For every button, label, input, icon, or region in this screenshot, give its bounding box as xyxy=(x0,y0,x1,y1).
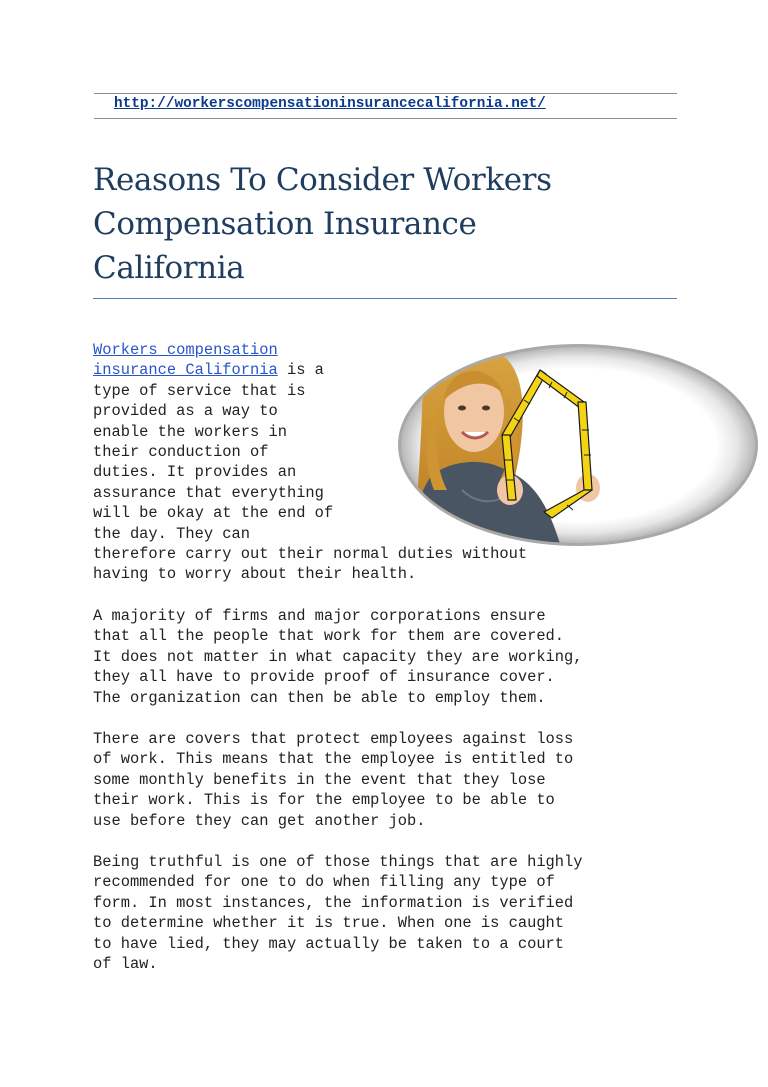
intro-line: provided as a way to xyxy=(93,402,278,421)
paragraph-line: use before they can get another job. xyxy=(93,811,426,830)
paragraph-line: It does not matter in what capacity they are working, xyxy=(93,647,583,666)
paragraph-line: recommended for one to do when filling any type of xyxy=(93,873,555,892)
paragraph-line: A majority of firms and major corporations ensure xyxy=(93,607,546,625)
intro-line: will be okay at the end of xyxy=(93,504,334,523)
workers-comp-link-line-1[interactable]: Workers compensation xyxy=(93,341,278,359)
title-line-1: Reasons To Consider Workers xyxy=(93,162,552,198)
paragraph-line: There are covers that protect employees against loss xyxy=(93,730,574,748)
paragraph-firms-coverage xyxy=(93,606,693,708)
title-underline-rule xyxy=(93,298,677,299)
paragraph-loss-of-work xyxy=(93,729,693,831)
paragraph-line: to determine whether it is true. When one is caught xyxy=(93,914,565,933)
intro-line: the day. They can xyxy=(93,524,251,543)
workers-comp-link-line-2[interactable]: insurance California xyxy=(93,361,278,380)
paragraph-line: to have lied, they may actually be taken to a court xyxy=(93,934,565,953)
paragraph-line: their work. This is for the employee to be able to xyxy=(93,791,555,810)
paragraph-line: form. In most instances, the information is verified xyxy=(93,893,574,912)
intro-after-link: is a xyxy=(277,361,324,380)
paragraph-line: of law. xyxy=(93,955,158,974)
website-url-link[interactable]: http://workerscompensationinsurancecalifornia.net/ xyxy=(114,96,546,112)
intro-line: their conduction of xyxy=(93,443,269,462)
intro-line: duties. It provides an xyxy=(93,463,297,482)
paragraph-line: they all have to provide proof of insurance cover. xyxy=(93,668,555,687)
paragraph-line: that all the people that work for them are covered. xyxy=(93,627,565,646)
paragraph-line: The organization can then be able to employ them. xyxy=(93,688,546,707)
title-line-2: Compensation Insurance xyxy=(93,206,477,242)
paragraph-line: of work. This means that the employee is entitled to xyxy=(93,750,574,769)
intro-line: having to worry about their health. xyxy=(93,565,417,584)
page-title xyxy=(93,158,678,290)
intro-line: therefore carry out their normal duties without xyxy=(93,545,528,564)
intro-line: assurance that everything xyxy=(93,483,324,502)
paragraph-line: Being truthful is one of those things that are highly xyxy=(93,853,583,871)
paragraph-truthful xyxy=(93,852,693,974)
header-url-bar xyxy=(94,93,677,119)
intro-line: enable the workers in xyxy=(93,422,287,441)
paragraph-line: some monthly benefits in the event that they lose xyxy=(93,770,546,789)
intro-paragraph xyxy=(93,340,693,585)
intro-line: type of service that is xyxy=(93,381,306,400)
title-line-3: California xyxy=(93,250,245,286)
